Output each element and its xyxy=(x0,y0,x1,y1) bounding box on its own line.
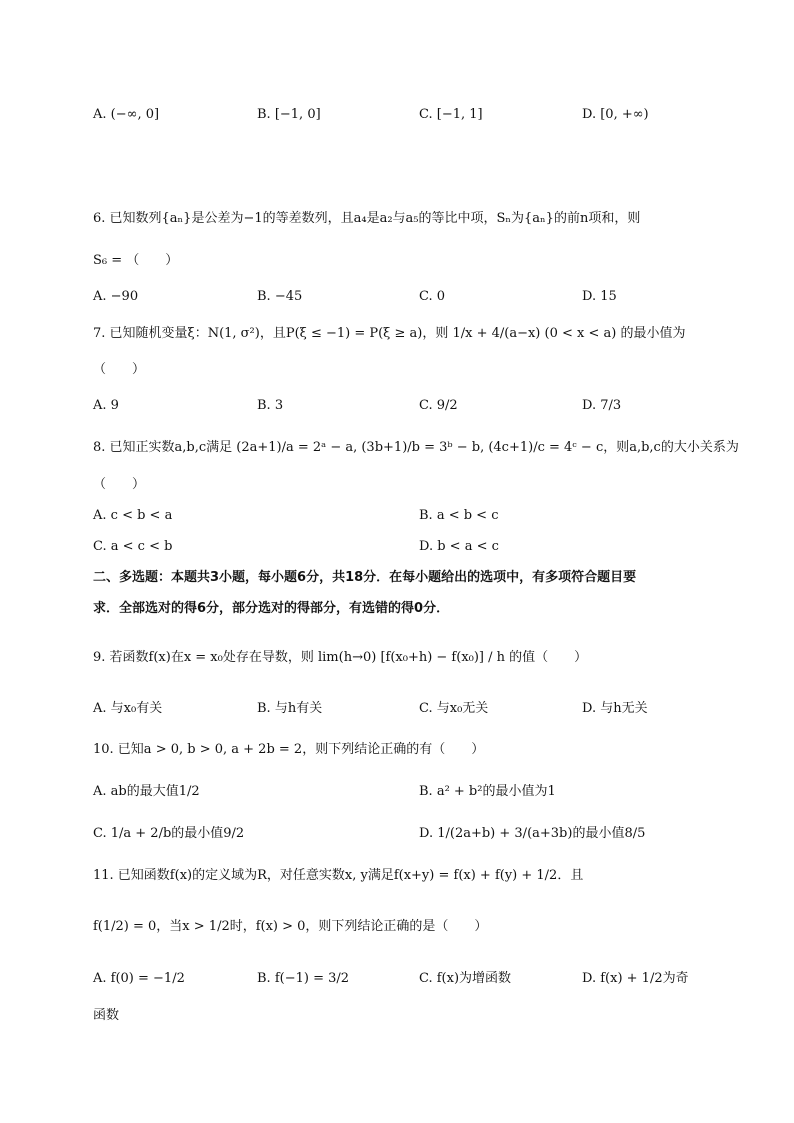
q5-option-c: C. [−1, 1] xyxy=(419,107,483,122)
q6-option-a: A. −90 xyxy=(93,289,139,304)
q10-option-c: C. 1/a + 2/b的最小值9/2 xyxy=(93,826,245,841)
q8-stem-line2: （ ） xyxy=(93,477,146,492)
q11-option-d-continuation: 函数 xyxy=(93,1008,120,1023)
q11-stem-line2: f(1/2) = 0，当x > 1/2时，f(x) > 0，则下列结论正确的是（ ） xyxy=(93,919,488,934)
q11-option-d: D. f(x) + 1/2为奇 xyxy=(582,971,689,986)
q7-stem-line1: 7. 已知随机变量ξ：N(1, σ²)，且P(ξ ≤ −1) = P(ξ ≥ a)，则 1/x + 4/(a−x) (0 < x < a) 的最小值为 xyxy=(93,326,686,341)
q9-option-a: A. 与x₀有关 xyxy=(93,701,163,716)
q10-option-b: B. a² + b²的最小值为1 xyxy=(419,784,556,799)
q10-option-a: A. ab的最大值1/2 xyxy=(93,784,200,799)
q11-option-a: A. f(0) = −1/2 xyxy=(93,971,185,986)
q6-option-b: B. −45 xyxy=(257,289,303,304)
q7-stem-line2: （ ） xyxy=(93,362,146,377)
q6-stem-line1: 6. 已知数列{aₙ}是公差为−1的等差数列，且a₄是a₂与a₅的等比中项，Sₙ为{aₙ}的前n项和，则 xyxy=(93,211,641,226)
q6-stem-line2: S₆ = （ ） xyxy=(93,253,179,268)
q7-option-d: D. 7/3 xyxy=(582,398,622,413)
section2-heading-line2: 求．全部选对的得6分，部分选对的得部分，有选错的得0分． xyxy=(93,601,450,616)
q7-option-b: B. 3 xyxy=(257,398,284,413)
q7-option-c: C. 9/2 xyxy=(419,398,458,413)
q8-option-d: D. b < a < c xyxy=(419,539,499,554)
q8-stem-line1: 8. 已知正实数a,b,c满足 (2a+1)/a = 2ᵃ − a, (3b+1)/b = 3ᵇ − b, (4c+1)/c = 4ᶜ − c，则a,b,c的大小关系为 xyxy=(93,440,739,455)
q5-option-b: B. [−1, 0] xyxy=(257,107,321,122)
q8-option-a: A. c < b < a xyxy=(93,508,173,523)
q8-option-c: C. a < c < b xyxy=(93,539,173,554)
section2-heading-line1: 二、多选题：本题共3小题，每小题6分，共18分．在每小题给出的选项中，有多项符合题目要 xyxy=(93,570,637,585)
q8-option-b: B. a < b < c xyxy=(419,508,499,523)
q9-stem: 9. 若函数f(x)在x = x₀处存在导数，则 lim(h→0) [f(x₀+h) − f(x₀)] / h 的值（ ） xyxy=(93,650,588,665)
q10-stem: 10. 已知a > 0, b > 0, a + 2b = 2，则下列结论正确的有（ ） xyxy=(93,742,485,757)
q9-option-b: B. 与h有关 xyxy=(257,701,323,716)
q5-option-d: D. [0, +∞) xyxy=(582,107,649,122)
q6-option-c: C. 0 xyxy=(419,289,446,304)
q6-option-d: D. 15 xyxy=(582,289,617,304)
q11-stem-line1: 11. 已知函数f(x)的定义域为R，对任意实数x, y满足f(x+y) = f(x) + f(y) + 1/2．且 xyxy=(93,868,584,883)
q9-option-c: C. 与x₀无关 xyxy=(419,701,489,716)
q9-option-d: D. 与h无关 xyxy=(582,701,648,716)
q5-option-a: A. (−∞, 0] xyxy=(93,107,160,122)
q10-option-d: D. 1/(2a+b) + 3/(a+3b)的最小值8/5 xyxy=(419,826,646,841)
q7-option-a: A. 9 xyxy=(93,398,119,413)
q11-option-b: B. f(−1) = 3/2 xyxy=(257,971,350,986)
q11-option-c: C. f(x)为增函数 xyxy=(419,971,512,986)
